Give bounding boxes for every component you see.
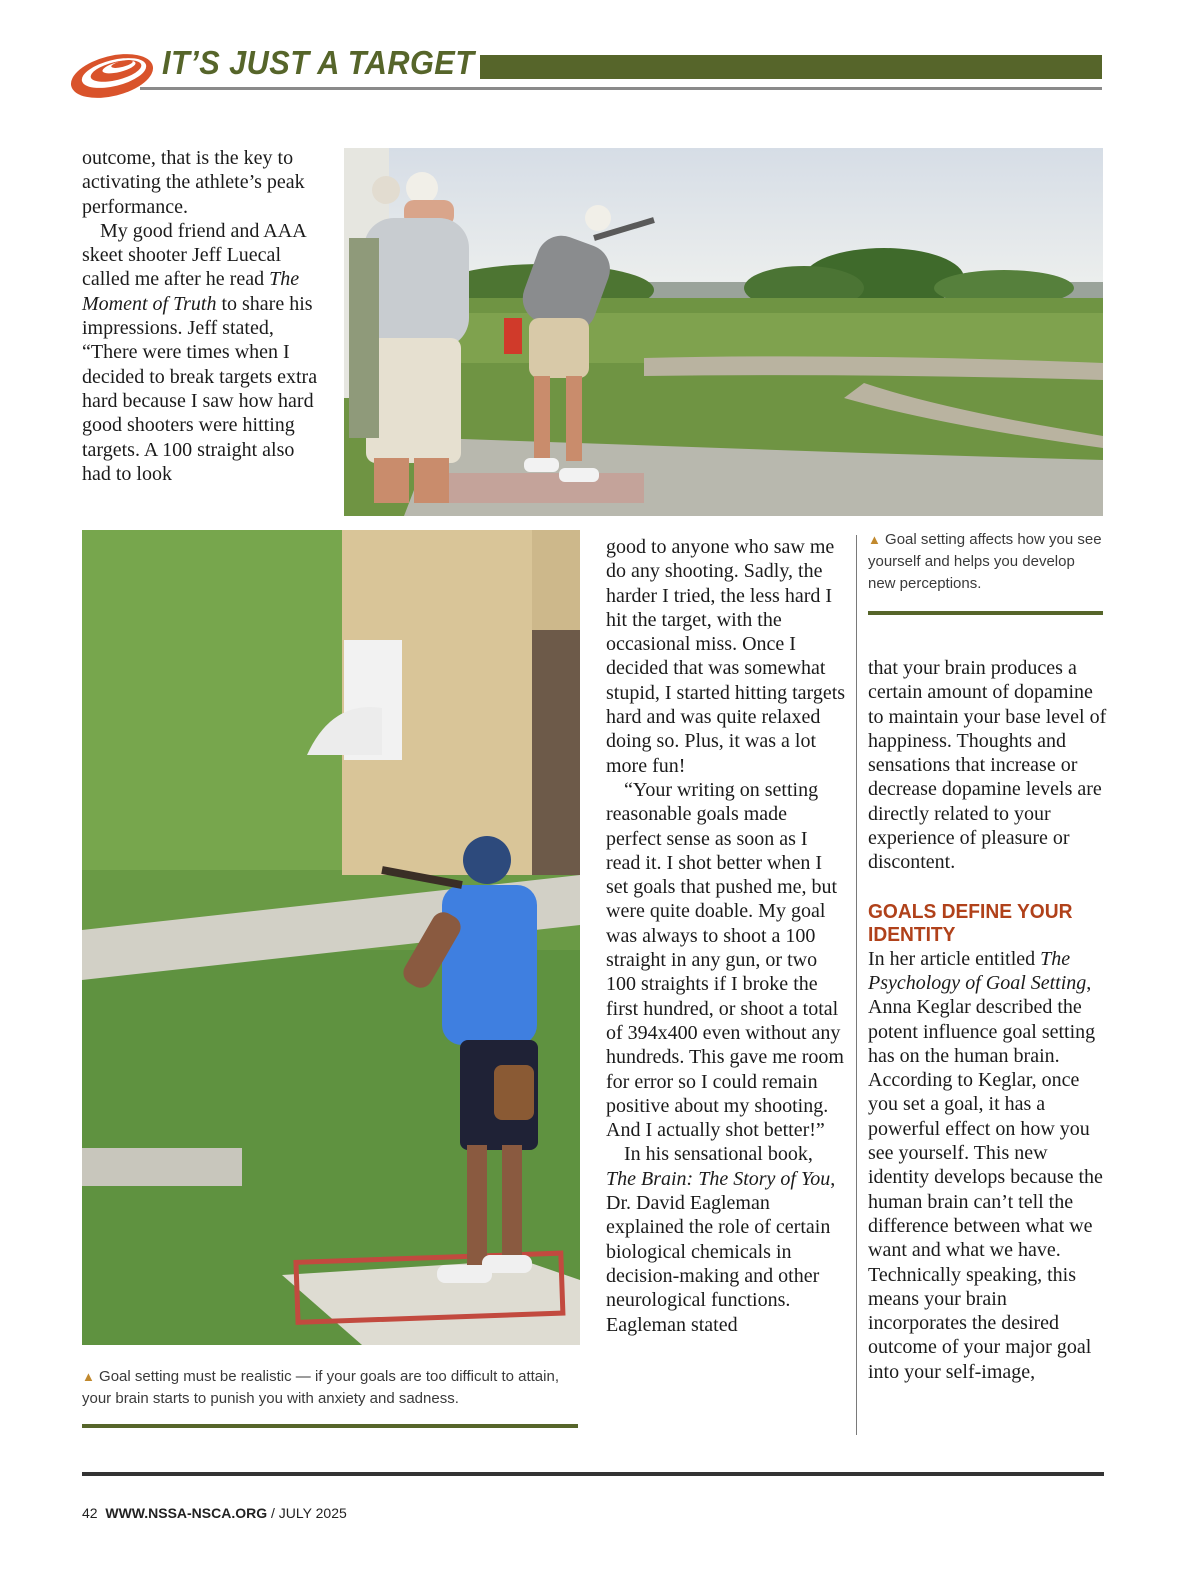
col2-paragraph-1: good to anyone who saw me do any shooting. Sadly, the harder I tried, the less hard I hit the target, with the occasional miss. Once I decided that was somewhat stupid, I started hitting targets hard and was quite relaxed doing so. Plus, it was a lot more fun! — [606, 536, 846, 777]
col3-paragraph-2: In her article entitled The Psychology of Goal Setting, Anna Keglar described the potent influence goal setting has on the human brain. According to Keglar, once you set a goal, it has a powerful effect on how you see yourself. This new identity develops because the human brain can’t tell the difference between what we want and what we have. Technically speaking, this means your brain incorporates the desired outcome of your major goal into your self-image, — [868, 947, 1103, 1383]
website-link[interactable]: WWW.NSSA-NSCA.ORG — [105, 1505, 268, 1521]
caption-rule-top — [868, 611, 1103, 615]
header-rule — [140, 87, 1102, 90]
caption-triangle-icon: ▲ — [868, 532, 881, 547]
column-1 — [82, 146, 328, 486]
column-3 — [868, 656, 1110, 1384]
section-title: IT’S JUST A TARGET — [162, 44, 475, 81]
col2-paragraph-2: “Your writing on setting reasonable goals made perfect sense as soon as I read it. I shot better when I set goals that pushed me, but were quite doable. My goal was always to shoot a 100 straight in any gun, or two 100 straights if I broke the first hundred, or shoot a total of 394x400 even without any hundreds. This gave me room for error so I could remain positive about my shooting. And I actually shot better!” — [606, 778, 844, 1142]
col1-paragraph-2: My good friend and AAA skeet shooter Jeff Luecal called me after he read The Moment of Truth to share his impressions. Jeff stated, “There were times when I decided to break targets extra hard because I saw how hard good shooters were hitting targets. A 100 straight also had to look — [82, 219, 318, 485]
caption-triangle-icon: ▲ — [82, 1369, 95, 1384]
target-logo-icon — [66, 40, 158, 102]
book-title: The Moment of Truth — [82, 268, 300, 315]
book-title: The Brain: The Story of You — [606, 1167, 831, 1190]
young-shooter-photo — [82, 530, 580, 1345]
issue-date: JULY 2025 — [278, 1505, 347, 1521]
col1-paragraph-1: outcome, that is the key to activating the athlete’s peak performance. — [82, 147, 305, 218]
caption-top-photo: ▲ Goal setting affects how you see yourself and helps you develop new perceptions. — [868, 531, 1102, 592]
column-divider — [856, 535, 857, 1435]
article-title: The Psychology of Goal Setting — [868, 947, 1087, 994]
column-2 — [606, 535, 846, 1337]
skeet-shooters-photo — [344, 148, 1103, 516]
footer-rule — [82, 1472, 1104, 1476]
footer: 42 WWW.NSSA-NSCA.ORG / JULY 2025 — [82, 1505, 347, 1521]
header-bar — [480, 55, 1102, 79]
caption-bottom-photo: ▲ Goal setting must be realistic — if your goals are too difficult to attain, your brain starts to punish you with anxiety and sadness. — [82, 1368, 559, 1407]
col3-paragraph-1: that your brain produces a certain amount of dopamine to maintain your base level of happiness. Thoughts and sensations that increase or decrease dopamine levels are directly related to your experience of pleasure or discontent. — [868, 657, 1107, 874]
caption-rule-bottom — [82, 1424, 578, 1428]
subhead: GOALS DEFINE YOUR IDENTITY — [868, 900, 1073, 946]
page-number: 42 — [82, 1505, 98, 1521]
col2-paragraph-3: In his sensational book, The Brain: The Story of You, Dr. David Eagleman explained the role of certain biological chemicals in decision-making and other neurological functions. Eagleman stated — [606, 1143, 836, 1336]
